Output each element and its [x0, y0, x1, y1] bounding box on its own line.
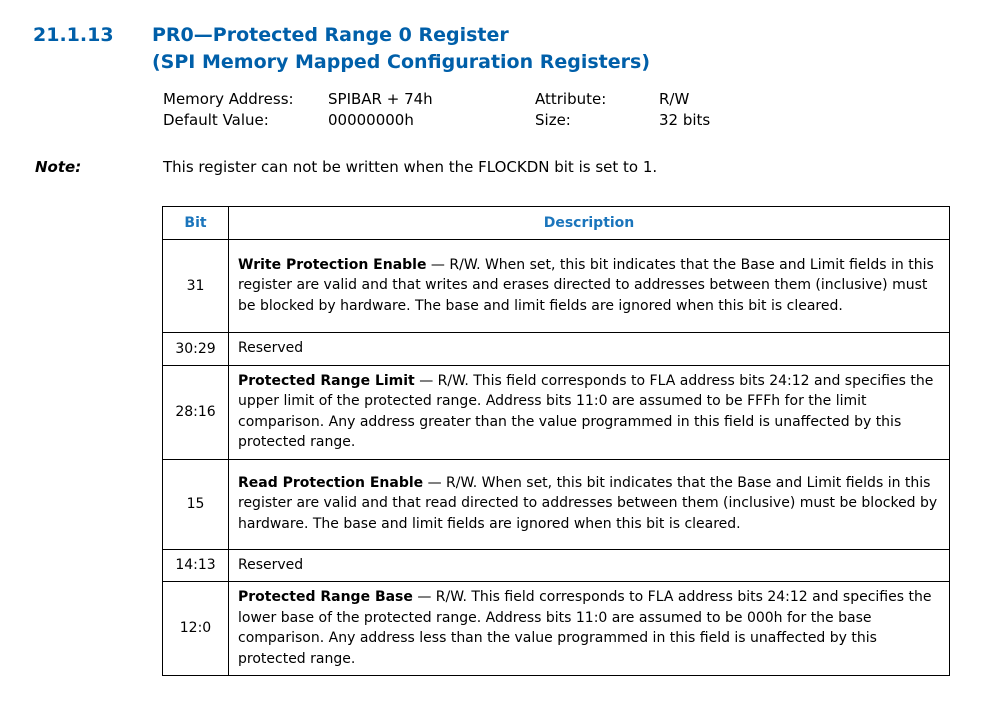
table-row [163, 333, 950, 366]
field-description: Reserved [238, 340, 304, 356]
section-number: 21.1.13 [33, 24, 114, 46]
page-title-line2: (SPI Memory Mapped Configuration Registers) [152, 51, 651, 73]
bit-column-header: Bit [163, 207, 229, 240]
field-name: Write Protection Enable [238, 256, 427, 273]
bit-description [229, 582, 950, 676]
page-title-line1: PR0—Protected Range 0 Register [152, 24, 509, 46]
field-name: Protected Range Base [238, 589, 413, 605]
table-header-row [163, 207, 950, 240]
note-label: Note: [35, 158, 82, 176]
note-block [35, 157, 657, 177]
page-title [152, 22, 650, 76]
field-description: — R/W. This field corresponds to FLA address bits 24:12 and specifies the upper limit of the protected range. Address bits 11:0 are assumed to be FFFh for the limit comparison. Any address greater than the value programmed in this field is unaffected by this protected range. [238, 372, 934, 450]
field-description: — R/W. When set, this bit indicates that the Base and Limit fields in this register are valid and that read directed to addresses between them (inclusive) must be blocked by hardware. The base and limit fields are ignored when this bit is cleared. [238, 474, 938, 532]
field-name: Read Protection Enable [238, 474, 424, 491]
table-row [163, 582, 950, 676]
field-description: — R/W. When set, this bit indicates that the Base and Limit fields in this register are valid and that writes and erases directed to addresses between them (inclusive) must be blocked by hardware. The base and limit fields are ignored when this bit is cleared. [238, 256, 934, 314]
bit-description [229, 549, 950, 582]
bit-description [229, 333, 950, 366]
bit-description [229, 240, 950, 333]
bit-value: 14:13 [163, 549, 229, 582]
register-metadata [163, 89, 710, 131]
bit-value: 30:29 [163, 333, 229, 366]
attribute-value: R/W [659, 90, 690, 108]
table-row [163, 365, 950, 459]
default-value-label: Default Value: [163, 111, 269, 129]
memory-address-label: Memory Address: [163, 90, 294, 108]
description-column-header: Description [229, 207, 950, 240]
size-label: Size: [535, 111, 571, 129]
memory-address-value: SPIBAR + 74h [328, 90, 433, 108]
bit-description [229, 459, 950, 549]
bit-value: 12:0 [163, 582, 229, 676]
size-value: 32 bits [659, 111, 711, 129]
table-row [163, 459, 950, 549]
field-description: Reserved [238, 556, 304, 573]
bit-value: 31 [163, 240, 229, 333]
field-description: — R/W. This field corresponds to FLA address bits 24:12 and specifies the lower base of the protected range. Address bits 11:0 are assumed to be 000h for the base comparison. Any address less than the value programmed in this field is unaffected by this protected range. [238, 589, 932, 667]
bit-description-table [162, 206, 950, 676]
bit-value: 15 [163, 459, 229, 549]
attribute-label: Attribute: [535, 90, 607, 108]
default-value-value: 00000000h [328, 111, 414, 129]
bit-value: 28:16 [163, 365, 229, 459]
bit-description [229, 365, 950, 459]
table-row [163, 240, 950, 333]
field-name: Protected Range Limit [238, 372, 415, 389]
table-row [163, 549, 950, 582]
section-heading [33, 22, 650, 76]
note-text: This register can not be written when the FLOCKDN bit is set to 1. [163, 158, 658, 176]
